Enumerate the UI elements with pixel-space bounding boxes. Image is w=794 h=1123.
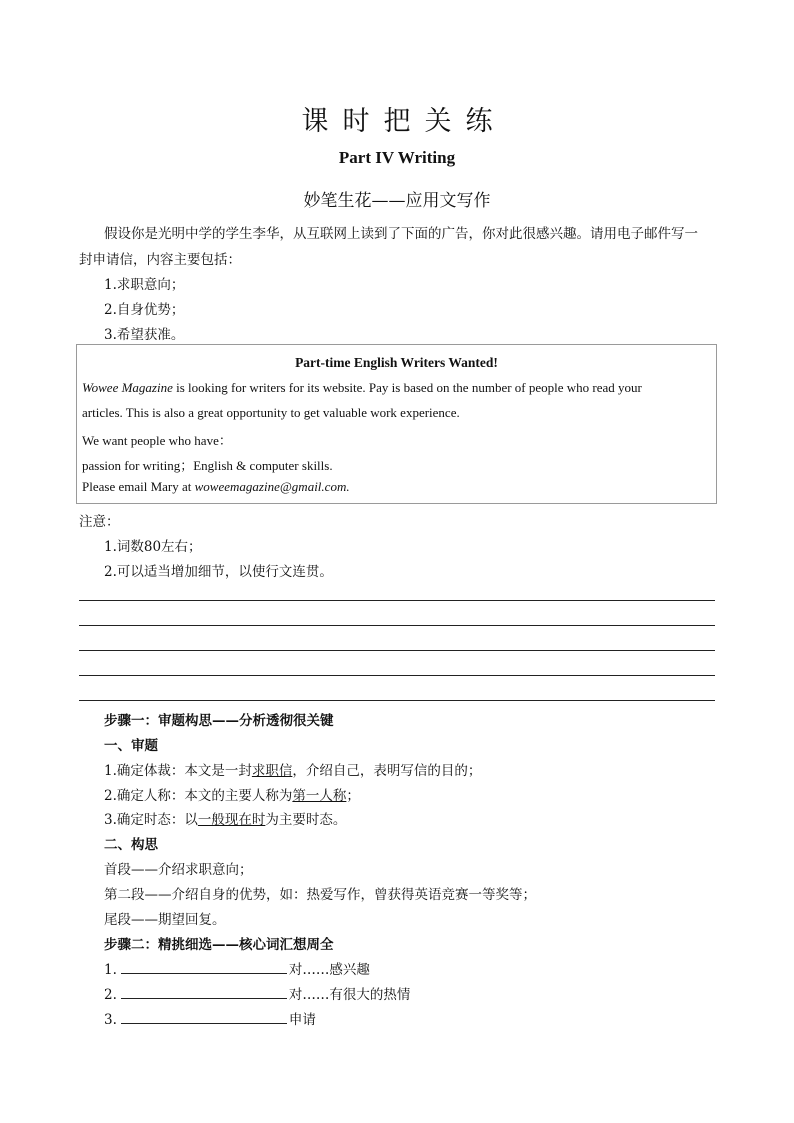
ad-line-5 (82, 479, 350, 495)
step1-genre (104, 759, 481, 779)
ad-line-1 (82, 380, 642, 396)
writing-line[interactable] (79, 625, 715, 626)
ad-line-3: We want people who have： (82, 433, 232, 448)
writing-line[interactable] (79, 675, 715, 676)
vocab-number: 3. (104, 1012, 117, 1028)
intro-item: 1.求职意向； (104, 277, 185, 293)
ad-heading: Part-time English Writers Wanted! (295, 355, 498, 370)
tense-rest: 为主要时态。 (265, 812, 347, 828)
tense-answer: 一般现在时 (197, 812, 266, 828)
vocab-meaning: 申请 (288, 1012, 316, 1028)
vocab-number: 2. (104, 987, 117, 1003)
step1-sub-plan: 二、构思 (104, 837, 158, 853)
genre-rest: ，介绍自己，表明写信的目的； (292, 763, 482, 779)
ad-line-1-text: is looking for writers for its website. Pay is based on the number of people who read your (172, 380, 642, 395)
ad-line-2: articles. This is also a great opportunity to get valuable work experience. (82, 405, 460, 420)
step2-title: 步骤二：精挑细选——核心词汇想周全 (104, 937, 334, 953)
genre-answer: 求职信 (251, 763, 293, 779)
page-title: 课时把关练 (301, 106, 507, 137)
person-label: 2.确定人称：本文的主要人称为 (104, 788, 293, 804)
plan-para-1: 首段——介绍求职意向； (104, 862, 253, 878)
ad-line-4: passion for writing；English & computer skills. (82, 458, 333, 473)
part-subtitle: Part IV Writing (338, 148, 456, 167)
person-answer: 第一人称 (292, 788, 347, 804)
person-rest: ； (346, 788, 360, 804)
intro-item: 3.希望获准。 (104, 327, 185, 343)
answer-blank[interactable] (121, 961, 287, 974)
vocab-item (104, 958, 370, 978)
ad-line-5-text: Please email Mary at (82, 479, 195, 494)
step1-person (104, 784, 360, 804)
vocab-meaning: 对……感兴趣 (288, 962, 370, 978)
intro-item: 2.自身优势； (104, 302, 185, 318)
vocab-number: 1. (104, 962, 117, 978)
plan-para-2: 第二段——介绍自身的优势，如：热爱写作，曾获得英语竞赛一等奖等； (104, 887, 536, 903)
section-title: 妙笔生花——应用文写作 (303, 191, 491, 211)
step1-sub-review: 一、审题 (104, 738, 158, 754)
plan-para-3: 尾段——期望回复。 (104, 912, 226, 928)
step1-title: 步骤一：审题构思——分析透彻很关键 (104, 713, 334, 729)
answer-blank[interactable] (121, 986, 287, 999)
vocab-item (104, 983, 410, 1003)
writing-line[interactable] (79, 650, 715, 651)
advertisement-box (76, 344, 717, 504)
genre-label: 1.确定体裁：本文是一封 (104, 763, 252, 779)
vocab-meaning: 对……有很大的热情 (288, 987, 411, 1003)
intro-line-1: 假设你是光明中学的学生李华，从互联网上读到了下面的广告，你对此很感兴趣。请用电子邮件写一 (104, 226, 698, 242)
note-item: 1.词数80左右； (104, 539, 202, 555)
notes-label: 注意： (79, 514, 120, 530)
tense-label: 3.确定时态：以 (104, 812, 198, 828)
note-item: 2.可以适当增加细节，以使行文连贯。 (104, 564, 333, 580)
vocab-item (104, 1008, 316, 1028)
writing-line[interactable] (79, 700, 715, 701)
writing-line[interactable] (79, 600, 715, 601)
magazine-name: Wowee Magazine (82, 380, 173, 395)
step1-tense (104, 808, 346, 828)
intro-line-2: 封申请信，内容主要包括： (79, 252, 241, 268)
answer-blank[interactable] (121, 1011, 287, 1024)
email-address: woweemagazine@gmail.com. (194, 479, 350, 494)
